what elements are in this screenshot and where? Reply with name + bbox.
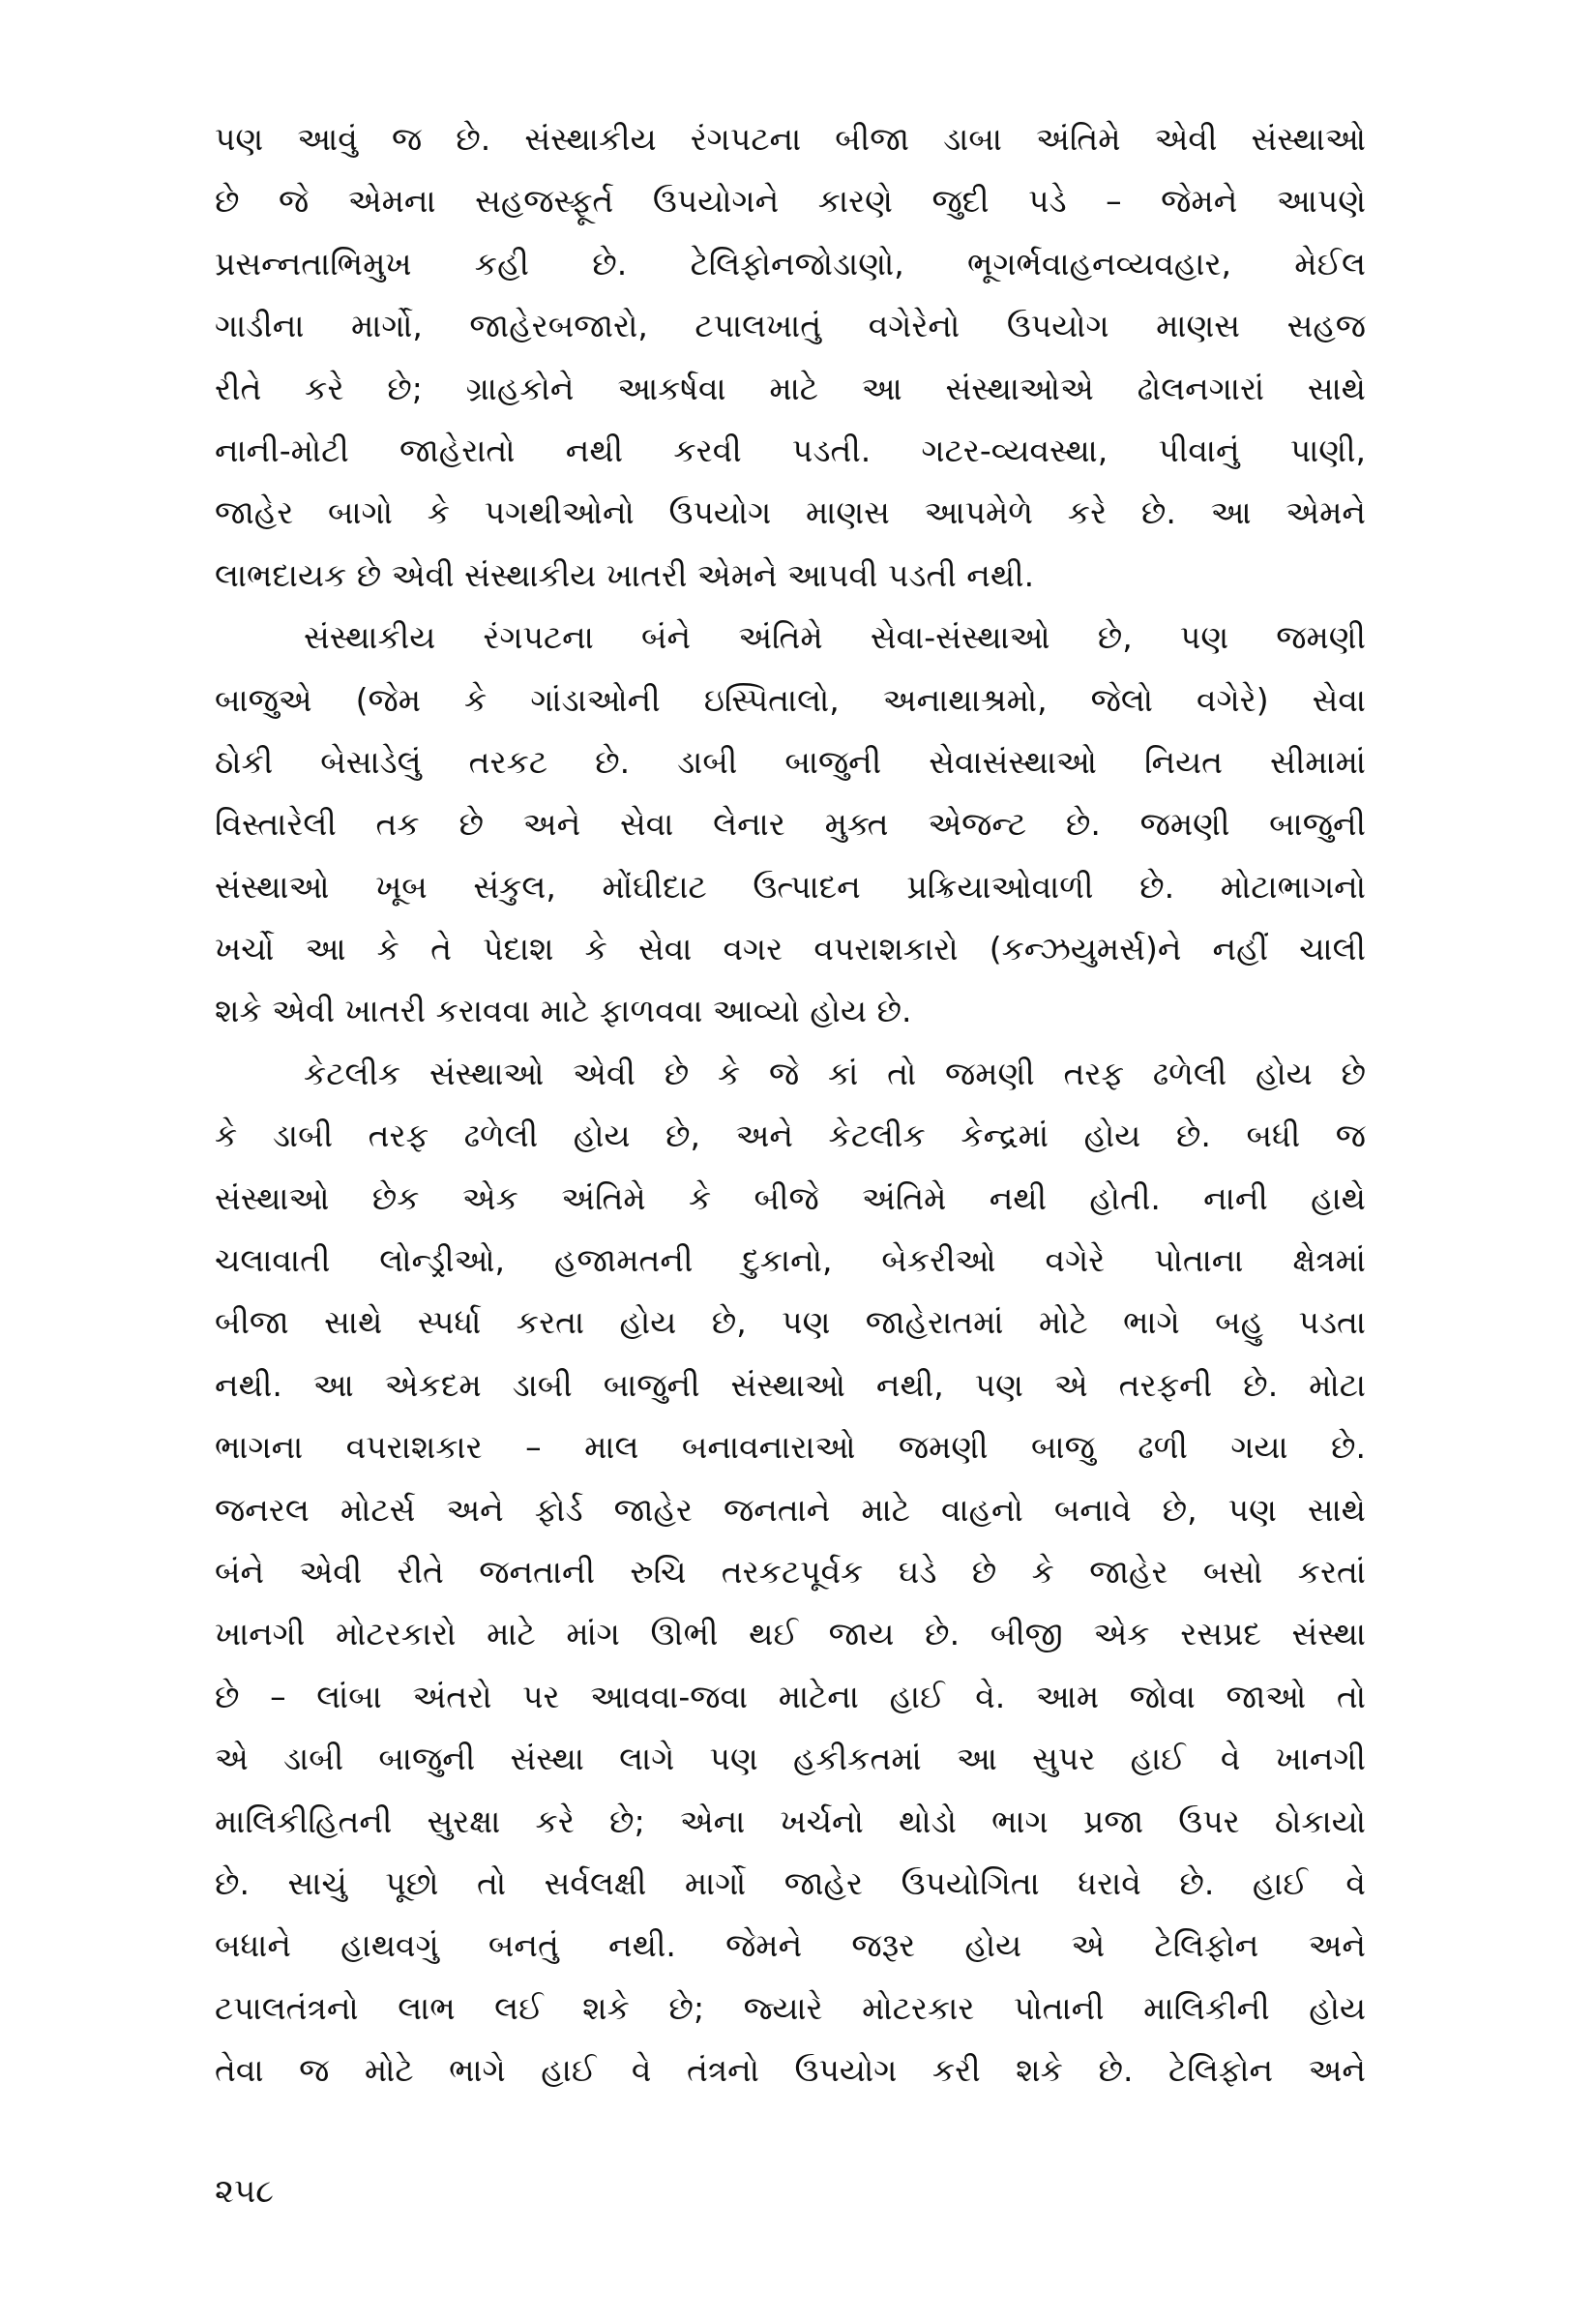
text-line: લાભદાયક છે એવી સંસ્થાકીય ખાતરી એમને આપવી પડતી નથી.	[215, 555, 1035, 594]
text-line: બંને એવી રીતે જનતાની રુચિ તરકટપૂર્વક ઘડે છે કે જાહેર બસો કરતાં	[215, 1552, 1366, 1591]
paragraph-start-line: સંસ્થાકીય રંગપટના બંને અંતિમે સેવા-સંસ્થાઓ છે, પણ જમણી	[304, 618, 1366, 657]
text-line: જનરલ મોટર્સ અને ફોર્ડ જાહેર જનતાને માટે વાહનો બનાવે છે, પણ સાથે	[215, 1490, 1366, 1529]
text-line: પ્રસન્નતાભિમુખ કહી છે. ટેલિફોનજોડાણો, ભૂગર્ભવાહનવ્યવહાર, મેઈલ	[215, 244, 1366, 283]
body-text	[215, 108, 1366, 2102]
text-line: સંસ્થાઓ ખૂબ સંકુલ, મોંઘીદાટ ઉત્પાદન પ્રક્રિયાઓવાળી છે. મોટાભાગનો	[215, 867, 1366, 906]
paragraph-start-line: કેટલીક સંસ્થાઓ એવી છે કે જે કાં તો જમણી તરફ ઢળેલી હોય છે	[304, 1054, 1366, 1092]
text-line: ટપાલતંત્રનો લાભ લઈ શકે છે; જ્યારે મોટરકાર પોતાની માલિકીની હોય	[215, 1988, 1366, 2027]
text-line: ચલાવાતી લોન્ડ્રીઓ, હજામતની દુકાનો, બેકરીઓ વગેરે પોતાના ક્ષેત્રમાં	[215, 1241, 1366, 1280]
text-line: પણ આવું જ છે. સંસ્થાકીય રંગપટના બીજા ડાબા અંતિમે એવી સંસ્થાઓ	[215, 120, 1366, 158]
text-line: ગાડીના માર્ગો, જાહેરબજારો, ટપાલખાતું વગેરેનો ઉપયોગ માણસ સહજ	[215, 307, 1366, 345]
text-line: છે – લાંબા અંતરો પર આવવા-જવા માટેના હાઈ વે. આમ જોવા જાઓ તો	[215, 1677, 1366, 1715]
text-line: રીતે કરે છે; ગ્રાહકોને આકર્ષવા માટે આ સંસ્થાઓએ ઢોલનગારાં સાથે	[215, 369, 1366, 407]
text-line: ભાગના વપરાશકાર – માલ બનાવનારાઓ જમણી બાજુ ઢળી ગયા છે.	[215, 1428, 1366, 1467]
text-line: છે. સાચું પૂછો તો સર્વલક્ષી માર્ગો જાહેર ઉપયોગિતા ધરાવે છે. હાઈ વે	[215, 1863, 1366, 1902]
text-line: નથી. આ એકદમ ડાબી બાજુની સંસ્થાઓ નથી, પણ એ તરફની છે. મોટા	[215, 1365, 1366, 1404]
text-line: વિસ્તારેલી તક છે અને સેવા લેનાર મુક્ત એજન્ટ છે. જમણી બાજુની	[215, 805, 1366, 844]
text-line: બીજા સાથે સ્પર્ધા કરતા હોય છે, પણ જાહેરાતમાં મોટે ભાગે બહુ પડતા	[215, 1303, 1366, 1342]
text-line: બધાને હાથવગું બનતું નથી. જેમને જરૂર હોય એ ટેલિફોન અને	[215, 1926, 1366, 1965]
text-line: શકે એવી ખાતરી કરાવવા માટે ફાળવવા આવ્યો હોય છે.	[215, 992, 912, 1030]
text-line: જાહેર બાગો કે પગથીઓનો ઉપયોગ માણસ આપમેળે કરે છે. આ એમને	[215, 493, 1366, 532]
text-line: નાની-મોટી જાહેરાતો નથી કરવી પડતી. ગટર-વ્યવસ્થા, પીવાનું પાણી,	[215, 431, 1366, 469]
text-line: તેવા જ મોટે ભાગે હાઈ વે તંત્રનો ઉપયોગ કરી શકે છે. ટેલિફોન અને	[215, 2051, 1366, 2090]
text-line: માલિકીહિતની સુરક્ષા કરે છે; એના ખર્ચનો થોડો ભાગ પ્રજા ઉપર ઠોકાયો	[215, 1801, 1366, 1840]
page-number: ૨૫૮	[215, 2172, 274, 2211]
text-line: સંસ્થાઓ છેક એક અંતિમે કે બીજે અંતિમે નથી હોતી. નાની હાથે	[215, 1178, 1366, 1217]
text-line: ખર્ચો આ કે તે પેદાશ કે સેવા વગર વપરાશકારો (કન્ઝયુમર્સ)ને નહીં ચાલી	[215, 930, 1366, 968]
text-line: કે ડાબી તરફ ઢળેલી હોય છે, અને કેટલીક કેન્દ્રમાં હોય છે. બધી જ	[215, 1116, 1366, 1155]
text-line: બાજુએ (જેમ કે ગાંડાઓની ઇસ્પિતાલો, અનાથાશ્રમો, જેલો વગેરે) સેવા	[215, 680, 1366, 719]
text-line: ઠોકી બેસાડેલું તરકટ છે. ડાબી બાજુની સેવાસંસ્થાઓ નિયત સીમામાં	[215, 742, 1366, 781]
text-line: છે જે એમના સહજસ્ફૂર્ત ઉપયોગને કારણે જુદી પડે – જેમને આપણે	[215, 182, 1366, 221]
text-line: એ ડાબી બાજુની સંસ્થા લાગે પણ હકીકતમાં આ સુપર હાઈ વે ખાનગી	[215, 1740, 1366, 1778]
text-line: ખાનગી મોટરકારો માટે માંગ ઊભી થઈ જાય છે. બીજી એક રસપ્રદ સંસ્થા	[215, 1615, 1366, 1653]
